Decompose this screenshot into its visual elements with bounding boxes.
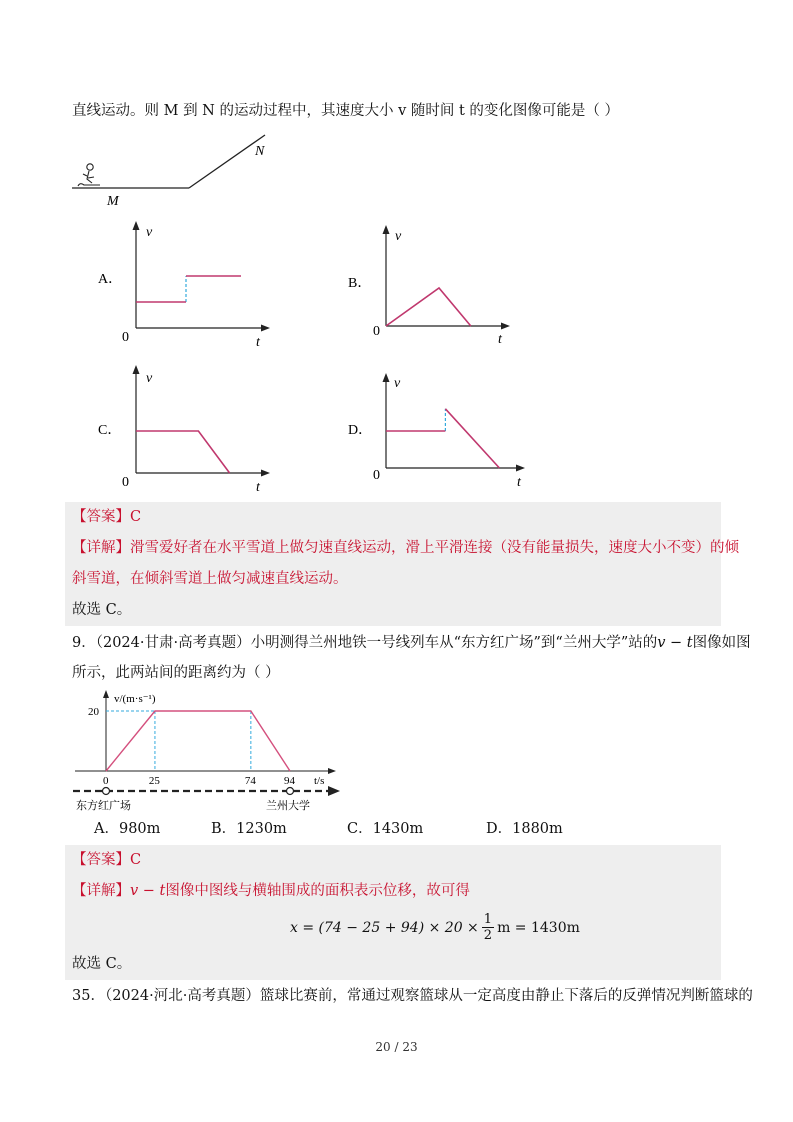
vt-line: [106, 711, 290, 771]
station-end: 兰州大学: [266, 800, 310, 812]
station-marker-start: [103, 788, 110, 795]
answer-q8: 【答案】C: [72, 509, 142, 525]
axis-v: v: [146, 225, 153, 240]
origin: 0: [373, 468, 380, 483]
origin: 0: [122, 330, 129, 345]
conclusion-q9: 故选 C。: [72, 956, 132, 972]
axis-t: t: [498, 332, 502, 347]
choice-d: D．1880m: [486, 821, 563, 837]
detail-line2-q8: 斜雪道，在倾斜雪道上做匀减速直线运动。: [72, 571, 348, 587]
detail-text: 图像中图线与横轴围成的面积表示位移，故可得: [165, 883, 470, 899]
x-tick-label: 94: [284, 775, 295, 787]
vt-line: [136, 431, 230, 473]
x-tick-label: 74: [244, 775, 256, 787]
origin: 0: [373, 324, 380, 339]
detail-tag: 【详解】: [72, 540, 130, 556]
q9-vt-graph: [70, 688, 360, 818]
answer-q9: 【答案】C: [72, 852, 142, 868]
q9-line1: [72, 632, 751, 654]
axis-v: v: [146, 371, 153, 386]
axis-v: v: [394, 376, 401, 391]
option-d-label: D．: [348, 423, 373, 438]
graph-option-c: [92, 362, 277, 492]
q9-text: 9．（2024·甘肃·高考真题）小明测得兰州地铁一号线列车从“东方红广场”到“兰州大学”站的: [72, 635, 658, 651]
option-c-label: C．: [98, 423, 122, 438]
x-tick-label: 25: [148, 775, 160, 787]
station-marker-end: [287, 788, 294, 795]
detail-text: 滑雪爱好者在水平雪道上做匀速直线运动，滑上平滑连接（没有能量损失，速度大小不变）的倾: [130, 540, 739, 556]
graph-option-a: [92, 218, 277, 348]
intro-line: 直线运动。则 M 到 N 的运动过程中，其速度大小 v 随时间 t 的变化图像可能是（ ）: [72, 103, 620, 119]
skier-icon: [78, 164, 100, 186]
vt-line-segment: [445, 409, 499, 468]
q9-vt: v − t: [657, 635, 693, 651]
label-n: N: [255, 144, 265, 159]
y-tick-20: 20: [88, 706, 99, 718]
axis-t: t: [517, 475, 521, 490]
q9-line2: 所示，此两站间的距离约为（ ）: [72, 665, 280, 681]
formula-q9: [290, 912, 580, 943]
q35-line: 35．（2024·河北·高考真题）篮球比赛前，常通过观察篮球从一定高度由静止下落后的反弹情况判断篮球的: [72, 988, 753, 1004]
graph-option-d: [342, 372, 532, 494]
formula-fraction: [482, 912, 494, 943]
option-b-label: B．: [348, 276, 372, 291]
fraction-den: 2: [483, 928, 493, 943]
conclusion-q8: 故选 C。: [72, 602, 132, 618]
choice-b: B．1230m: [211, 821, 287, 837]
detail-vt: v − t: [130, 883, 166, 899]
axis-t: t: [256, 480, 260, 492]
inclined-track: [189, 135, 265, 188]
choice-a: A．980m: [94, 821, 161, 837]
y-axis-label: v/(m·s⁻¹): [114, 693, 156, 705]
fraction-num: 1: [483, 912, 493, 927]
formula-rhs: m = 1430m: [497, 919, 580, 936]
choice-c: C．1430m: [347, 821, 424, 837]
axis-v: v: [395, 229, 402, 244]
page-number: 20 / 23: [375, 1040, 418, 1054]
axis-t: t: [256, 335, 260, 348]
formula-lhs: x = (74 − 25 + 94) × 20 ×: [290, 919, 479, 936]
detail-line-q9: [72, 880, 470, 902]
detail-line1-q8: [72, 537, 739, 559]
slope-figure: [72, 125, 282, 210]
answer-block-q8: [65, 502, 721, 626]
x-axis-label: t/s: [314, 775, 325, 787]
x-tick-label: 0: [103, 775, 109, 787]
q9-text-suffix: 图像如图: [692, 635, 751, 651]
graph-option-b: [342, 222, 527, 352]
option-a-label: A．: [98, 272, 123, 287]
station-start: 东方红广场: [76, 800, 131, 812]
vt-line: [386, 288, 471, 326]
origin: 0: [122, 475, 129, 490]
label-m: M: [107, 194, 119, 209]
detail-tag: 【详解】: [72, 883, 130, 899]
